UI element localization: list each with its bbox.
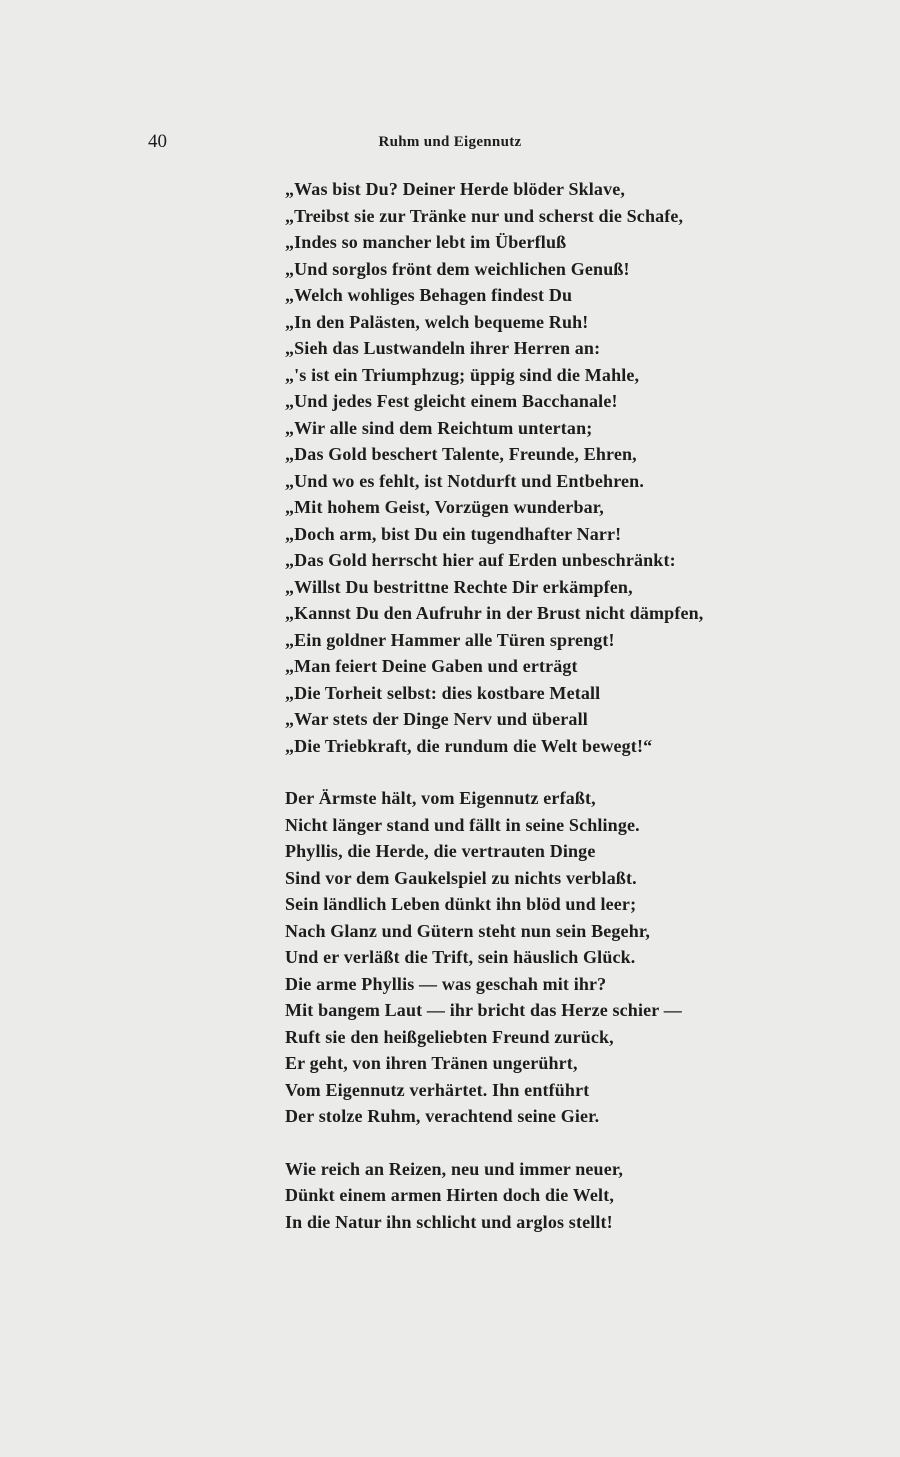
verse-line: „In den Palästen, welch bequeme Ruh!: [285, 311, 589, 332]
page-number: 40: [148, 131, 167, 152]
verse-line: „Welch wohliges Behagen findest Du: [285, 285, 573, 305]
verse-line: Sind vor dem Gaukelspiel zu nichts verblaßt.: [285, 867, 637, 888]
verse-line: Phyllis, die Herde, die vertrauten Dinge: [285, 841, 596, 861]
verse-line: „Indes so mancher lebt im Überfluß: [285, 232, 567, 252]
verse-line: „Was bist Du? Deiner Herde blöder Sklave,: [285, 179, 626, 199]
verse-line: „Sieh das Lustwandeln ihrer Herren an:: [285, 338, 601, 358]
stanza-2: [285, 785, 755, 1130]
verse-line: „Man feiert Deine Gaben und erträgt: [285, 656, 578, 676]
verse-line: Dünkt einem armen Hirten doch die Welt,: [285, 1185, 615, 1205]
verse-line: In die Natur ihn schlicht und arglos stellt!: [285, 1211, 613, 1232]
verse-line: Ruft sie den heißgeliebten Freund zurück,: [285, 1026, 614, 1047]
verse-line: „Das Gold beschert Talente, Freunde, Ehren,: [285, 444, 637, 464]
verse-line: „Die Triebkraft, die rundum die Welt bewegt!“: [285, 735, 653, 756]
verse-line: Die arme Phyllis — was geschah mit ihr?: [285, 973, 607, 994]
verse-line: „Doch arm, bist Du ein tugendhafter Narr!: [285, 523, 622, 544]
verse-line: „Und sorglos frönt dem weichlichen Genuß!: [285, 258, 630, 279]
verse-line: „Treibst sie zur Tränke nur und scherst die Schafe,: [285, 205, 684, 226]
verse-line: Wie reich an Reizen, neu und immer neuer,: [285, 1158, 623, 1179]
verse-line: „Willst Du bestrittne Rechte Dir erkämpfen,: [285, 576, 633, 597]
verse-line: „Mit hohem Geist, Vorzügen wunderbar,: [285, 497, 604, 517]
verse-line: „'s ist ein Triumphzug; üppig sind die Mahle,: [285, 364, 640, 385]
poem-text: [285, 176, 755, 1235]
running-title: Ruhm und Eigennutz: [378, 134, 522, 150]
verse-line: Der Ärmste hält, vom Eigennutz erfaßt,: [285, 788, 596, 808]
stanza-3: [285, 1156, 755, 1236]
stanza-1: [285, 176, 755, 759]
verse-line: Mit bangem Laut — ihr bricht das Herze schier —: [285, 1000, 682, 1020]
verse-line: Der stolze Ruhm, verachtend seine Gier.: [285, 1106, 600, 1126]
verse-line: Und er verläßt die Trift, sein häuslich Glück.: [285, 947, 636, 967]
verse-line: „Kannst Du den Aufruhr in der Brust nicht dämpfen,: [285, 603, 704, 623]
verse-line: Vom Eigennutz verhärtet. Ihn entführt: [285, 1079, 590, 1100]
verse-line: „Und wo es fehlt, ist Notdurft und Entbehren.: [285, 470, 644, 491]
verse-line: „Das Gold herrscht hier auf Erden unbeschränkt:: [285, 550, 676, 570]
verse-line: „Ein goldner Hammer alle Türen sprengt!: [285, 629, 615, 650]
verse-line: „Die Torheit selbst: dies kostbare Metall: [285, 682, 601, 703]
verse-line: Nach Glanz und Gütern steht nun sein Begehr,: [285, 920, 650, 941]
verse-line: „War stets der Dinge Nerv und überall: [285, 709, 588, 729]
verse-line: „Und jedes Fest gleicht einem Bacchanale!: [285, 391, 618, 411]
verse-line: Er geht, von ihren Tränen ungerührt,: [285, 1053, 578, 1073]
verse-line: „Wir alle sind dem Reichtum untertan;: [285, 417, 593, 438]
verse-line: Nicht länger stand und fällt in seine Schlinge.: [285, 814, 640, 835]
verse-line: Sein ländlich Leben dünkt ihn blöd und leer;: [285, 894, 637, 914]
